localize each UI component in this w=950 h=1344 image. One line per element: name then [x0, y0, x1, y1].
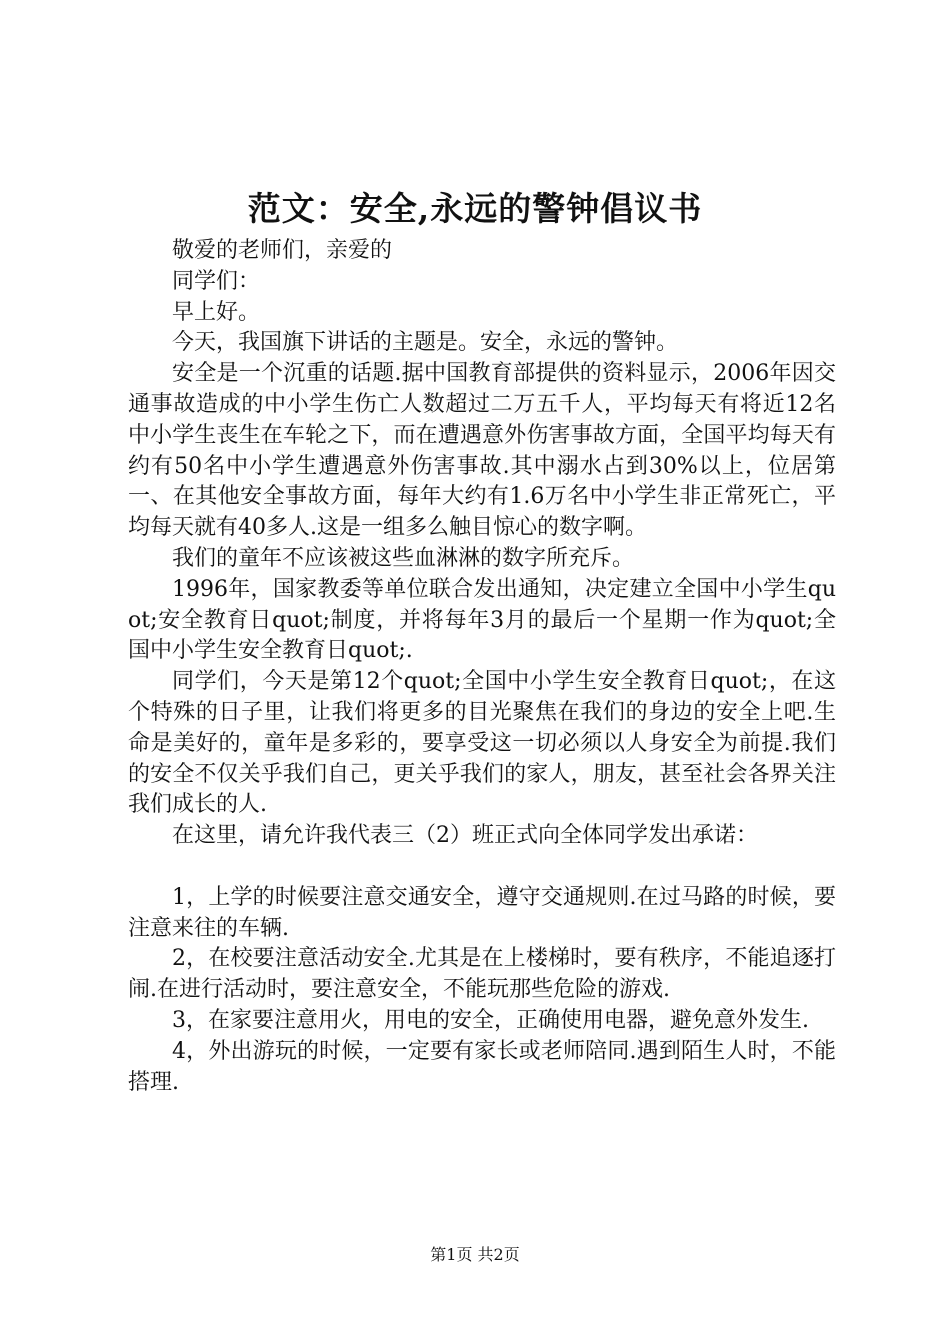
paragraph-greeting-1: 敬爱的老师们，亲爱的 — [172, 238, 393, 263]
paragraph-blank — [128, 852, 836, 883]
paragraph-promise-4: 4，外出游玩的时候，一定要有家长或老师陪同.遇到陌生人时，不能搭理. — [128, 1038, 836, 1095]
paragraph-safety-day: 同学们，今天是第12个quot;全国中小学生安全教育日quot;，在这个特殊的日子里，让我们将更多的目光聚焦在我们的身边的安全上吧.生命是美好的，童年是多彩的，要享受这一切必须以人身安全为前提.我们的安全不仅关乎我们自己，更关乎我们的家人，朋友，甚至社会各界关注我们成长的人. — [128, 669, 836, 818]
paragraph-promise-1: 1，上学的时候要注意交通安全，遵守交通规则.在过马路的时候，要注意来往的车辆. — [128, 884, 836, 941]
paragraph-statistics: 安全是一个沉重的话题.据中国教育部提供的资料显示，2006年因交通事故造成的中小学生伤亡人数超过二万五千人，平均每天有将近12名中小学生丧生在车轮之下，而在遭遇意外伤害事故方面，全国平均每天有约有50名中小学生遭遇意外伤害事故.其中溺水占到30%以上，位居第一、在其他安全事故方面，每年大约有1.6万名中小学生非正常死亡，平均每天就有40多人.这是一组多么触目惊心的数字啊。 — [128, 361, 836, 541]
paragraph-topic: 今天，我国旗下讲话的主题是。安全，永远的警钟。 — [172, 330, 679, 356]
paragraph-promise-intro: 在这里，请允许我代表三（2）班正式向全体同学发出承诺： — [172, 823, 758, 849]
paragraph-greeting-2: 同学们： — [172, 268, 261, 294]
document-body — [128, 236, 836, 1098]
paragraph-promise-2: 2，在校要注意活动安全.尤其是在上楼梯时，要有秩序，不能追逐打闹.在进行活动时，要注意安全，不能玩那些危险的游戏. — [128, 946, 836, 1003]
document-title: 范文：安全,永远的警钟倡议书 — [247, 189, 703, 228]
page-number: 第1页 共2页 — [430, 1245, 520, 1264]
paragraph-childhood: 我们的童年不应该被这些血淋淋的数字所充斥。 — [172, 545, 635, 571]
paragraph-good-morning: 早上好。 — [172, 299, 261, 325]
paragraph-promise-3: 3，在家要注意用火，用电的安全，正确使用电器，避免意外发生. — [172, 1007, 809, 1033]
paragraph-1996: 1996年，国家教委等单位联合发出通知，决定建立全国中小学生quot;安全教育日quot;制度，并将每年3月的最后一个星期一作为quot;全国中小学生安全教育日quot;. — [128, 576, 836, 664]
